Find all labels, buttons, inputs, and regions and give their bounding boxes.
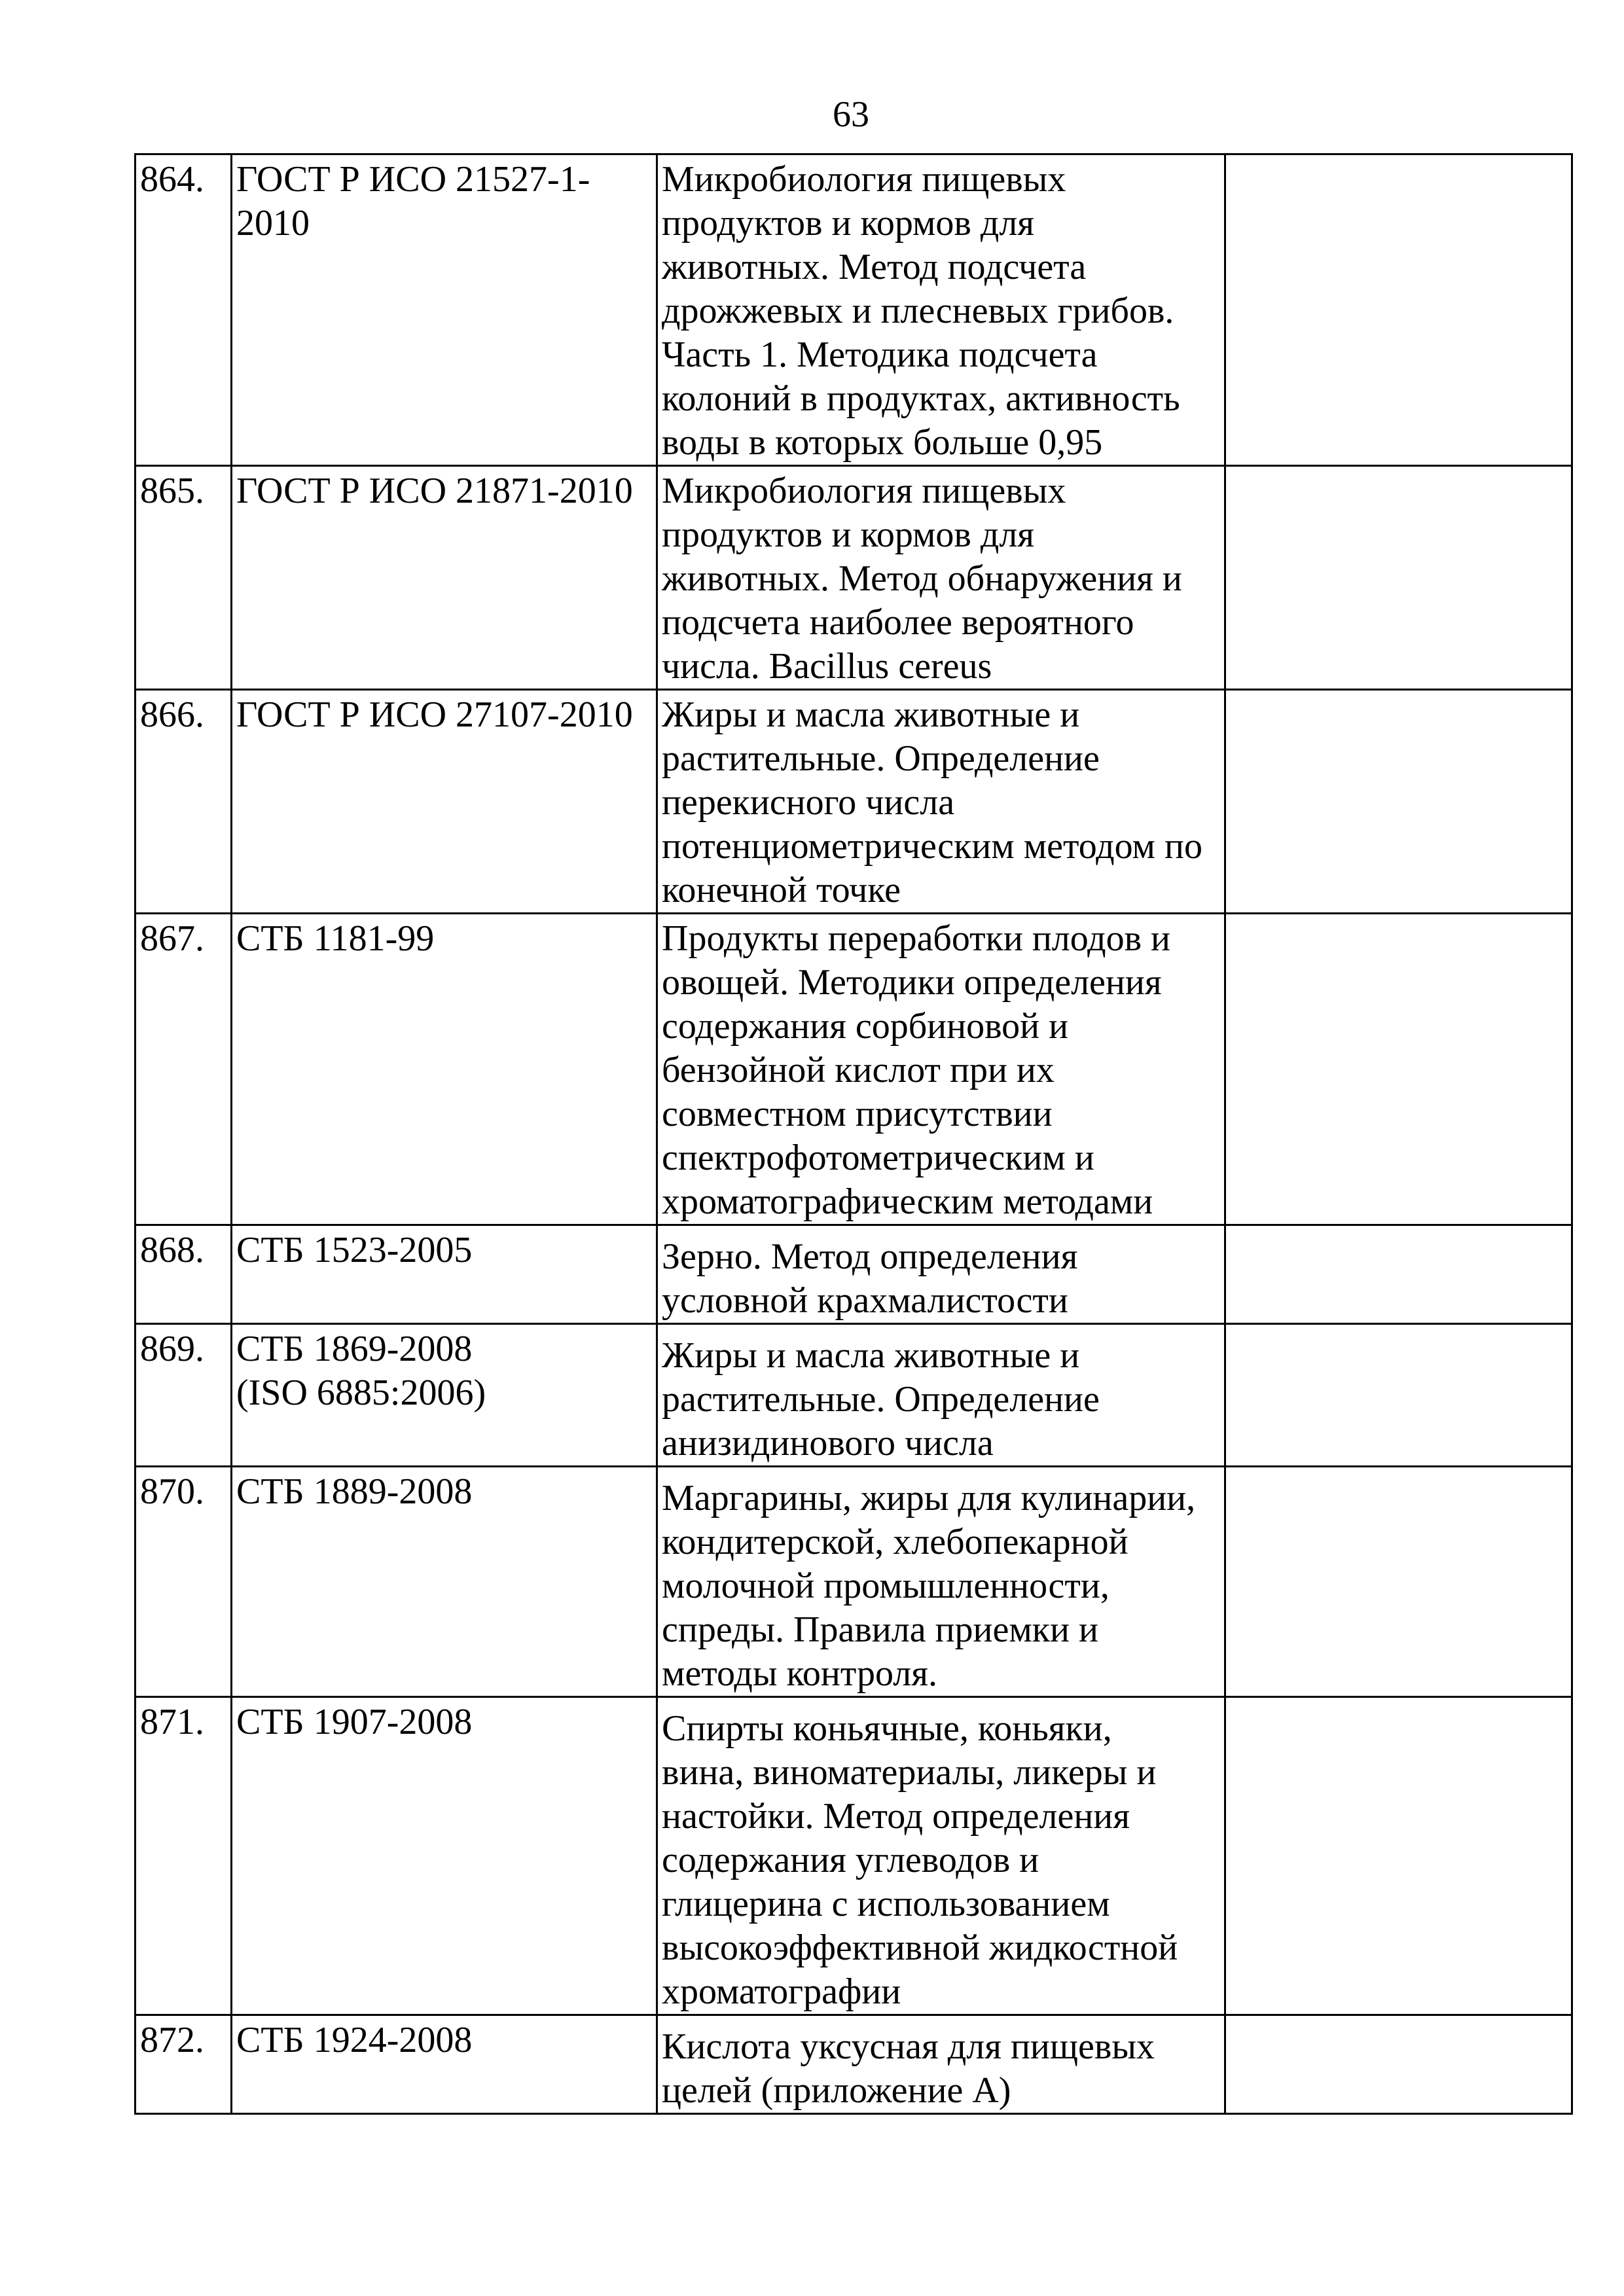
table-row <box>135 1324 1572 1467</box>
extra-cell <box>1225 1225 1572 1324</box>
table-row <box>135 1697 1572 2015</box>
extra-cell <box>1225 914 1572 1225</box>
extra-cell <box>1225 154 1572 466</box>
standard-code: ГОСТ Р ИСО 21527-1- 2010 <box>232 154 657 466</box>
standard-title: Продукты переработки плодов и овощей. Методики определения содержания сорбиновой и бензойной кислот при их совместном присутствии спектрофотометрическим и хроматографическим методами <box>657 914 1225 1225</box>
standard-code: СТБ 1889-2008 <box>232 1467 657 1697</box>
extra-cell <box>1225 1697 1572 2015</box>
table-row <box>135 690 1572 914</box>
standard-title: Микробиология пищевых продуктов и кормов для животных. Метод обнаружения и подсчета наиболее вероятного числа. Bacillus cereus <box>657 466 1225 690</box>
row-number: 870. <box>135 1467 232 1697</box>
extra-cell <box>1225 690 1572 914</box>
row-number: 865. <box>135 466 232 690</box>
row-number: 867. <box>135 914 232 1225</box>
row-number: 872. <box>135 2015 232 2114</box>
standard-code: СТБ 1523-2005 <box>232 1225 657 1324</box>
standard-title: Кислота уксусная для пищевых целей (приложение А) <box>657 2015 1225 2114</box>
standard-code: ГОСТ Р ИСО 27107-2010 <box>232 690 657 914</box>
table-row <box>135 466 1572 690</box>
standard-title: Микробиология пищевых продуктов и кормов для животных. Метод подсчета дрожжевых и плесневых грибов. Часть 1. Методика подсчета колоний в продуктах, активность воды в которых больше 0,95 <box>657 154 1225 466</box>
row-number: 864. <box>135 154 232 466</box>
standards-table <box>134 153 1573 2115</box>
standard-title: Зерно. Метод определения условной крахмалистости <box>657 1225 1225 1324</box>
standard-title: Жиры и масла животные и растительные. Определение анизидинового числа <box>657 1324 1225 1467</box>
extra-cell <box>1225 2015 1572 2114</box>
standard-title: Спирты коньячные, коньяки, вина, виноматериалы, ликеры и настойки. Метод определения содержания углеводов и глицерина с использованием высокоэффективной жидкостной хроматографии <box>657 1697 1225 2015</box>
standard-title: Жиры и масла животные и растительные. Определение перекисного числа потенциометрическим методом по конечной точке <box>657 690 1225 914</box>
extra-cell <box>1225 1324 1572 1467</box>
standard-title: Маргарины, жиры для кулинарии, кондитерской, хлебопекарной молочной промышленности, спреды. Правила приемки и методы контроля. <box>657 1467 1225 1697</box>
standard-code: ГОСТ Р ИСО 21871-2010 <box>232 466 657 690</box>
table-row <box>135 2015 1572 2114</box>
row-number: 868. <box>135 1225 232 1324</box>
standard-code: СТБ 1907-2008 <box>232 1697 657 2015</box>
extra-cell <box>1225 466 1572 690</box>
table-row <box>135 914 1572 1225</box>
row-number: 866. <box>135 690 232 914</box>
standard-code: СТБ 1924-2008 <box>232 2015 657 2114</box>
table-row <box>135 1225 1572 1324</box>
table-row <box>135 1467 1572 1697</box>
table-row <box>135 154 1572 466</box>
row-number: 869. <box>135 1324 232 1467</box>
extra-cell <box>1225 1467 1572 1697</box>
page-number: 63 <box>833 94 869 135</box>
row-number: 871. <box>135 1697 232 2015</box>
standard-code: СТБ 1181-99 <box>232 914 657 1225</box>
standard-code: СТБ 1869-2008 (ISO 6885:2006) <box>232 1324 657 1467</box>
